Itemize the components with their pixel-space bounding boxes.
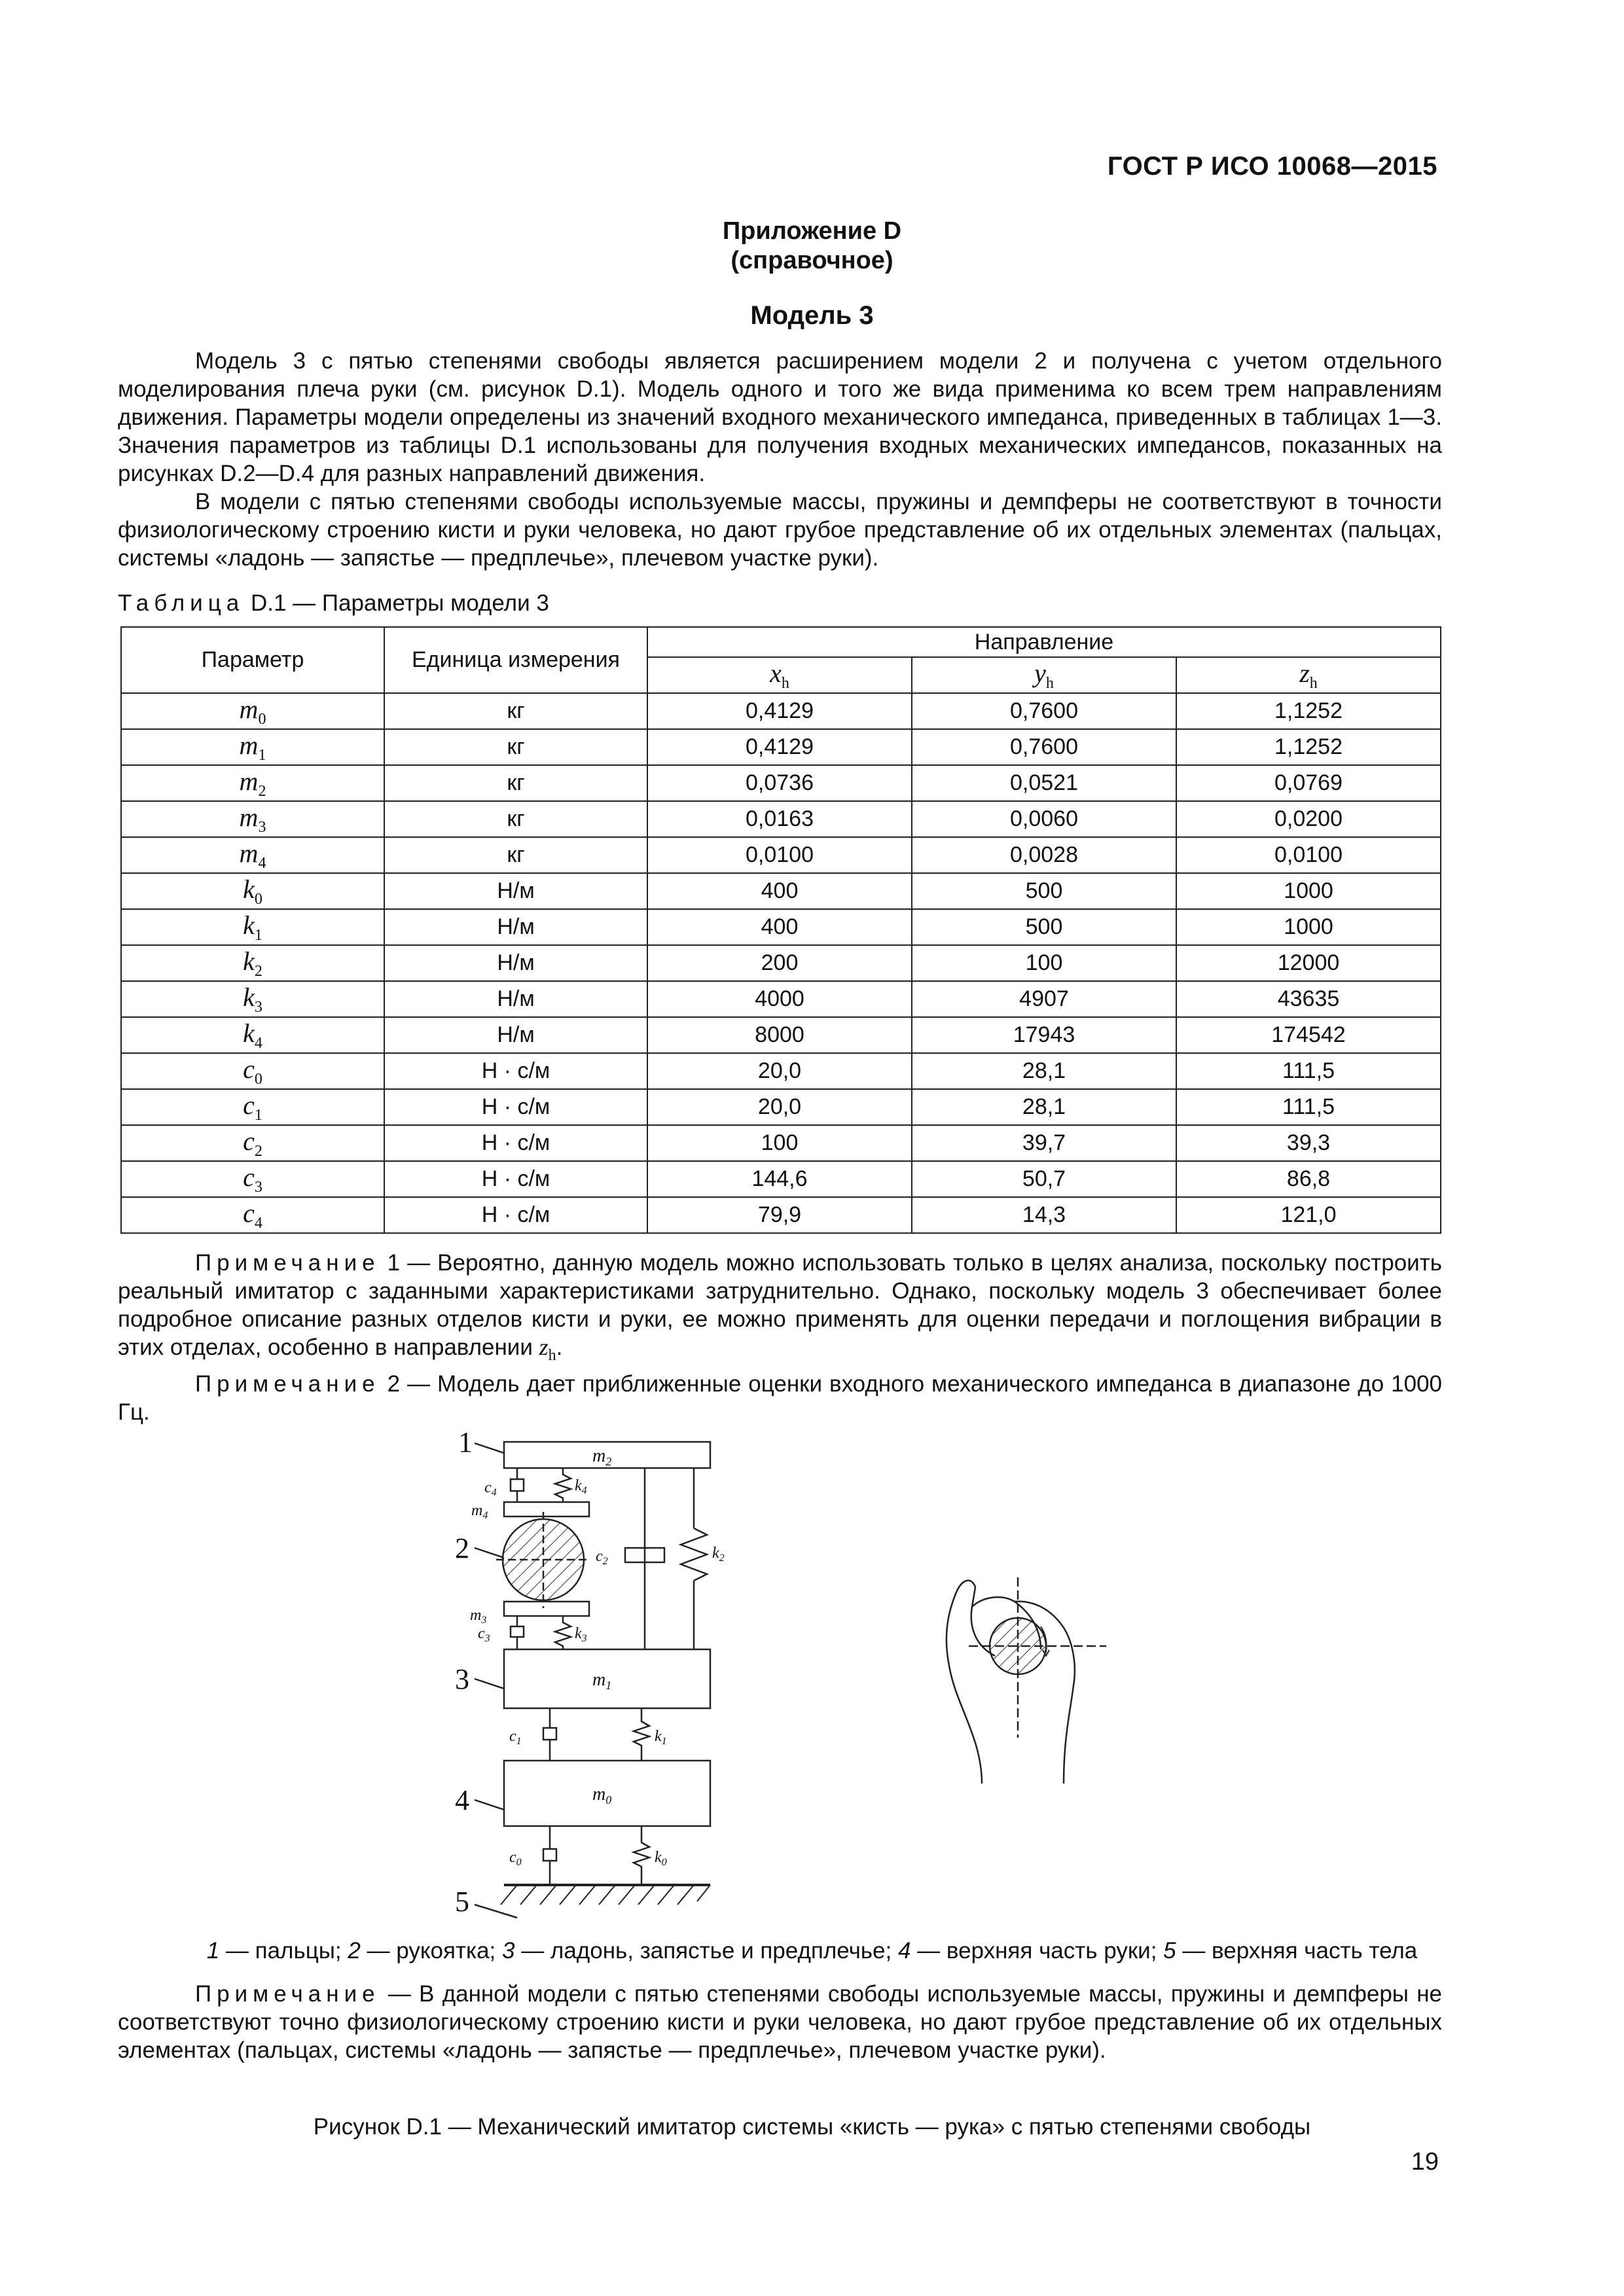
cell-x-value: 4000: [647, 981, 912, 1017]
cell-parameter: $m_3$: [121, 801, 384, 837]
cell-x-value: 0,0100: [647, 837, 912, 873]
hand-sketch: [947, 1577, 1106, 1784]
header-unit: Единица измерения: [384, 627, 647, 693]
cell-parameter: $c_4$: [121, 1197, 384, 1233]
cell-y-value: 0,7600: [912, 729, 1176, 765]
cell-parameter: $k_1$: [121, 909, 384, 945]
cell-z-value: 86,8: [1176, 1161, 1441, 1197]
legend-number: 2: [348, 1938, 361, 1964]
cell-x-value: 0,4129: [647, 729, 912, 765]
cell-unit: Н · с/м: [384, 1197, 647, 1233]
cell-z-value: 1000: [1176, 909, 1441, 945]
cell-x-value: 20,0: [647, 1089, 912, 1125]
label-k2: $k_2$: [712, 1545, 725, 1564]
cell-parameter: $k_3$: [121, 981, 384, 1017]
callout-1: 1: [458, 1430, 473, 1458]
table-row: [121, 945, 1441, 981]
document-code: ГОСТ Р ИСО 10068—2015: [1107, 152, 1437, 181]
legend-text: — пальцы;: [219, 1938, 348, 1964]
label-c1: $c_1$: [509, 1728, 522, 1747]
annex-title: Приложение D: [722, 217, 902, 245]
cell-y-value: 500: [912, 909, 1176, 945]
table-row: [121, 693, 1441, 729]
table-row: [121, 729, 1441, 765]
intro-text: [118, 347, 1442, 572]
table-row: [121, 909, 1441, 945]
cell-z-value: 12000: [1176, 945, 1441, 981]
note-1-label: Примечание: [195, 1250, 380, 1276]
notes: [118, 1249, 1442, 1426]
cell-z-value: 111,5: [1176, 1089, 1441, 1125]
cell-z-value: 0,0200: [1176, 801, 1441, 837]
cell-parameter: $m_2$: [121, 765, 384, 801]
cell-x-value: 0,0736: [647, 765, 912, 801]
cell-z-value: 1,1252: [1176, 729, 1441, 765]
mass-m4: [504, 1502, 589, 1516]
label-m0: $m_0$: [592, 1784, 612, 1806]
cell-y-value: 0,0521: [912, 765, 1176, 801]
cell-unit: Н · с/м: [384, 1125, 647, 1161]
cell-x-value: 0,4129: [647, 693, 912, 729]
annex-subtitle: (справочное): [731, 247, 893, 274]
cell-unit: Н · с/м: [384, 1089, 647, 1125]
table-caption: [118, 590, 549, 617]
note-2-number: 2: [387, 1371, 401, 1397]
cell-z-value: 0,0769: [1176, 765, 1441, 801]
cell-unit: Н/м: [384, 981, 647, 1017]
cell-unit: Н · с/м: [384, 1161, 647, 1197]
cell-y-value: 28,1: [912, 1089, 1176, 1125]
page-number: 19: [1411, 2148, 1439, 2176]
label-c2: $c_2$: [596, 1548, 608, 1567]
cell-parameter: $c_0$: [121, 1053, 384, 1089]
note-2: [118, 1370, 1442, 1426]
model-title: Модель 3: [750, 301, 874, 330]
legend-number: 5: [1163, 1938, 1176, 1964]
cell-y-value: 100: [912, 945, 1176, 981]
cell-x-value: 0,0163: [647, 801, 912, 837]
label-k4: $k_4$: [575, 1477, 587, 1496]
cell-unit: Н/м: [384, 945, 647, 981]
legend-number: 1: [206, 1938, 220, 1964]
label-c3: $c_3$: [478, 1625, 490, 1644]
table-row: [121, 1161, 1441, 1197]
cell-unit: кг: [384, 693, 647, 729]
legend-text: — рукоятка;: [360, 1938, 502, 1964]
figure-legend: [0, 1938, 1624, 1964]
table-body: [121, 693, 1441, 1233]
cell-unit: Н/м: [384, 909, 647, 945]
figure-note: [118, 1980, 1442, 2064]
cell-x-value: 200: [647, 945, 912, 981]
legend-text: — верхняя часть тела: [1176, 1938, 1418, 1964]
cell-y-value: 39,7: [912, 1125, 1176, 1161]
table-row: [121, 1125, 1441, 1161]
label-c4: $c_4$: [484, 1479, 497, 1498]
cell-y-value: 50,7: [912, 1161, 1176, 1197]
table-row: [121, 873, 1441, 909]
label-m2: $m_2$: [592, 1446, 612, 1468]
cell-parameter: $c_1$: [121, 1089, 384, 1125]
cell-unit: кг: [384, 765, 647, 801]
cell-y-value: 0,0060: [912, 801, 1176, 837]
header-parameter: Параметр: [121, 627, 384, 693]
cell-unit: кг: [384, 729, 647, 765]
cell-y-value: 0,0028: [912, 837, 1176, 873]
table-row: [121, 1053, 1441, 1089]
figure-note-text: — В данной модели с пятью степенями свободы используемые массы, пружины и демпферы не соответствуют точно физиологическому строению кисти и руки человека, но дают грубое представление об их отдельных элементах (пальцах, системы «ладонь — запястье — предплечье», плечевом участке руки).: [118, 1981, 1442, 2063]
parameters-table: [120, 626, 1441, 1234]
cell-parameter: $m_0$: [121, 693, 384, 729]
table-row: [121, 1089, 1441, 1125]
cell-parameter: $c_2$: [121, 1125, 384, 1161]
ground-hatching: [501, 1885, 710, 1905]
note-2-text: — Модель дает приближенные оценки входного механического импеданса в диапазоне до 1000 Гц.: [118, 1371, 1442, 1426]
cell-x-value: 100: [647, 1125, 912, 1161]
cell-x-value: 8000: [647, 1017, 912, 1053]
cell-parameter: $k_0$: [121, 873, 384, 909]
cell-unit: Н/м: [384, 1017, 647, 1053]
intro-paragraph-2: В модели с пятью степенями свободы используемые массы, пружины и демпферы не соответствуют в точности физиологическому строению кисти и руки человека, но дают грубое представление об их отдельных элементах (пальцах, системы «ладонь — запястье — предплечье», плечевом участке руки).: [118, 489, 1442, 571]
table-header-row: [121, 627, 1441, 657]
cell-z-value: 1000: [1176, 873, 1441, 909]
legend-text: — ладонь, запястье и предплечье;: [514, 1938, 898, 1964]
callout-5: 5: [455, 1886, 469, 1918]
label-k1: $k_1$: [655, 1728, 667, 1747]
callout-4: 4: [455, 1784, 469, 1816]
cell-x-value: 144,6: [647, 1161, 912, 1197]
label-m1: $m_1$: [592, 1670, 612, 1692]
cell-z-value: 39,3: [1176, 1125, 1441, 1161]
cell-parameter: $m_1$: [121, 729, 384, 765]
cell-z-value: 43635: [1176, 981, 1441, 1017]
table-row: [121, 1017, 1441, 1053]
header-direction-z: $z_h$: [1176, 657, 1441, 693]
label-c0: $c_0$: [509, 1849, 522, 1868]
legend-number: 3: [502, 1938, 515, 1964]
cell-x-value: 400: [647, 909, 912, 945]
header-direction-x: $x_h$: [647, 657, 912, 693]
cell-unit: Н · с/м: [384, 1053, 647, 1089]
label-m3: $m_3$: [470, 1607, 487, 1626]
note-1-number: 1: [387, 1250, 401, 1276]
table-caption-text: D.1 — Параметры модели 3: [250, 590, 549, 616]
cell-unit: Н/м: [384, 873, 647, 909]
legend-number: 4: [897, 1938, 911, 1964]
cell-x-value: 79,9: [647, 1197, 912, 1233]
header-direction: Направление: [647, 627, 1441, 657]
cell-z-value: 121,0: [1176, 1197, 1441, 1233]
figure-caption: Рисунок D.1 — Механический имитатор системы «кисть — рука» с пятью степенями свободы: [313, 2114, 1311, 2140]
cell-parameter: $k_4$: [121, 1017, 384, 1053]
table-row: [121, 765, 1441, 801]
cell-y-value: 0,7600: [912, 693, 1176, 729]
note-1-symbol: $z_h$: [539, 1334, 556, 1365]
label-k3: $k_3$: [575, 1625, 587, 1644]
cell-parameter: $m_4$: [121, 837, 384, 873]
mass-m3: [504, 1602, 589, 1616]
cell-parameter: $c_3$: [121, 1161, 384, 1197]
cell-z-value: 1,1252: [1176, 693, 1441, 729]
note-1: Примечание 1 — Вероятно, данную модель можно использовать только в целях анализа, поскольку построить реальный имитатор с заданными характеристиками затруднительно. Однако, поскольку модель 3 обеспечивает более подробное описание разных отделов кисти и руки, ее можно применять для оценки передачи и поглощения вибрации в этих отделах, особенно в направлении $z_h$.: [118, 1250, 1442, 1365]
legend-text: — верхняя часть руки;: [911, 1938, 1164, 1964]
cell-y-value: 28,1: [912, 1053, 1176, 1089]
table-row: [121, 801, 1441, 837]
table-row: [121, 981, 1441, 1017]
table-caption-label: Таблица: [118, 590, 245, 616]
cell-unit: кг: [384, 801, 647, 837]
cell-x-value: 400: [647, 873, 912, 909]
cell-z-value: 0,0100: [1176, 837, 1441, 873]
note-2-label: Примечание: [195, 1371, 380, 1397]
header-direction-y: $y_h$: [912, 657, 1176, 693]
label-k0: $k_0$: [655, 1849, 667, 1868]
cell-z-value: 111,5: [1176, 1053, 1441, 1089]
cell-y-value: 500: [912, 873, 1176, 909]
table-row: [121, 1197, 1441, 1233]
cell-parameter: $k_2$: [121, 945, 384, 981]
note-1-text: — Вероятно, данную модель можно использовать только в целях анализа, поскольку построить реальный имитатор с заданными характеристиками затруднительно. Однако, поскольку модель 3 обеспечивает более подробное описание разных отделов кисти и руки, ее можно применять для оценки передачи и поглощения вибрации в этих отделах, особенно в направлении: [118, 1250, 1442, 1360]
figure-note-label: Примечание: [195, 1981, 380, 2007]
cell-unit: кг: [384, 837, 647, 873]
table-row: [121, 837, 1441, 873]
callout-3: 3: [455, 1663, 469, 1695]
mechanical-model-figure: [419, 1430, 1204, 1934]
cell-y-value: 4907: [912, 981, 1176, 1017]
cell-x-value: 20,0: [647, 1053, 912, 1089]
cell-y-value: 14,3: [912, 1197, 1176, 1233]
intro-paragraph-1: Модель 3 с пятью степенями свободы является расширением модели 2 и получена с учетом отдельного моделирования плеча руки (см. рисунок D.1). Модель одного и того же вида применима ко всем трем направлениям движения. Параметры модели определены из значений входного механического импеданса, приведенных в таблицах 1—3. Значения параметров из таблицы D.1 использованы для получения входных механических импедансов, показанных на рисунках D.2—D.4 для разных направлений движения.: [118, 348, 1442, 486]
label-m4: $m_4$: [471, 1502, 488, 1521]
cell-y-value: 17943: [912, 1017, 1176, 1053]
callout-2: 2: [455, 1532, 469, 1564]
cell-z-value: 174542: [1176, 1017, 1441, 1053]
